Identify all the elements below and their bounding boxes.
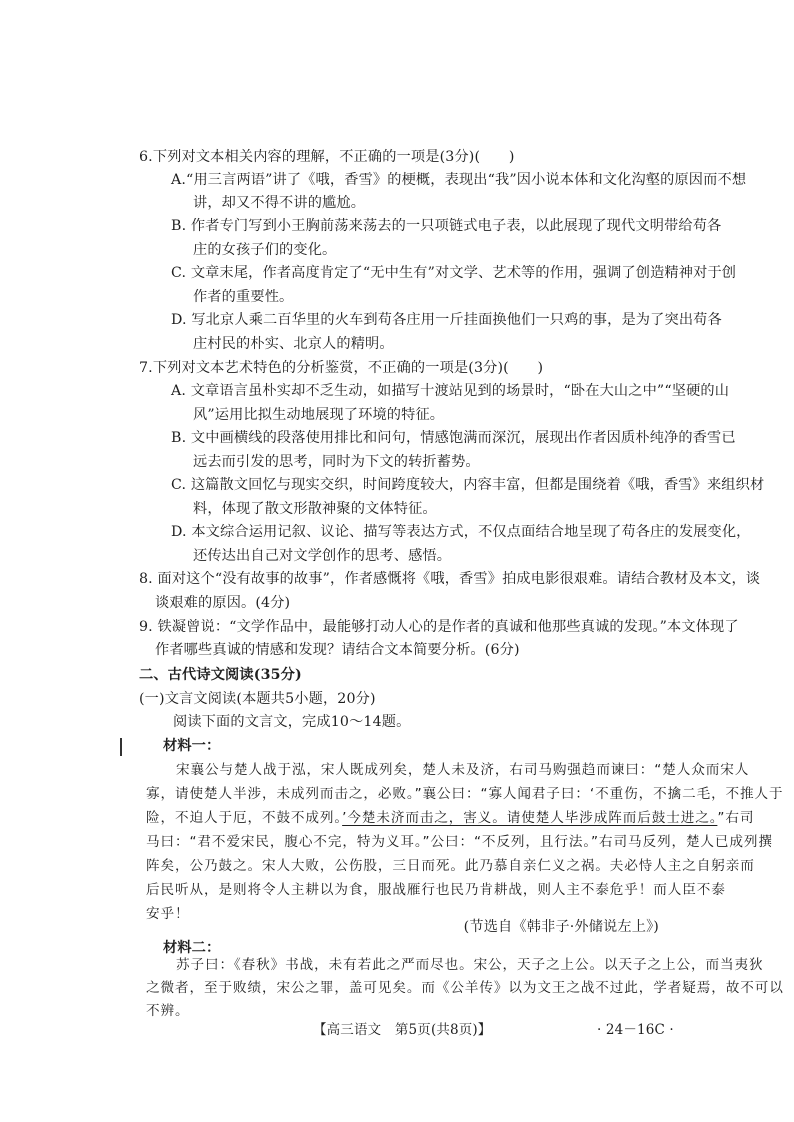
q7-option-b-line2: 远去而引发的思考，同时为下文的转折蓄势。 [193, 454, 480, 470]
question-6-stem: 6.下列对文本相关内容的理解，不正确的一项是(3分)( ) [139, 149, 515, 165]
material-1-line-3-end: ”右司 [717, 810, 755, 826]
material-1-source: (节选自《韩非子·外储说左上》) [463, 919, 659, 935]
material-1-line-3-start: 险，不迫人于厄，不鼓不成列。 [146, 810, 343, 826]
material-1-line-2: 寡，请使楚人半涉，未成列而击之，必败。”襄公曰：“寡人闻君子曰：‘不重伤，不擒二毛，不推人于 [146, 786, 784, 802]
section-2-heading: 二、古代诗文阅读(35分) [139, 667, 302, 683]
material-2-label: 材料二： [163, 940, 221, 956]
q7-option-c-line1: C. 这篇散文回忆与现实交织，时间跨度较大，内容丰富，但都是围绕着《哦，香雪》来组织材 [171, 477, 765, 493]
page-footer-code: · 24－16C · [597, 1022, 674, 1038]
q7-option-b-line1: B. 文中画横线的段落使用排比和问句，情感饱满而深沉，展现出作者因质朴纯净的香雪已 [171, 430, 736, 446]
material-2-line-3: 不辨。 [146, 1003, 190, 1019]
q7-option-d-line2: 还传达出自己对文学创作的思考、感悟。 [193, 548, 452, 564]
material-1-line-6: 后民听从，是则将令人主耕以为食，服战雁行也民乃肯耕战，则人主不泰危乎！而人臣不泰 [146, 882, 726, 898]
material-1-line-1: 宋襄公与楚人战于泓，宋人既成列矣，楚人未及济，右司马购强趋而谏曰：“楚人众而宋人 [176, 762, 750, 778]
q6-option-a-line2: 讲，却又不得不讲的尴尬。 [193, 195, 366, 211]
reading-instruction: 阅读下面的文言文，完成10～14题。 [173, 714, 411, 730]
q6-option-b-line1: B. 作者专门写到小王胸前荡来荡去的一只项链式电子表，以此展现了现代文明带给苟各 [171, 218, 722, 234]
question-9-line2: 作者哪些真诚的情感和发现？请结合文本简要分析。(6分) [155, 642, 520, 658]
q7-option-c-line2: 料，体现了散文形散神聚的文体特征。 [193, 501, 437, 517]
material-1-line-7: 安乎！ [146, 906, 190, 922]
subsection-1-heading: (一)文言文阅读(本题共5小题，20分) [139, 691, 376, 707]
question-8-line1: 8. 面对这个“没有故事的故事”，作者感慨将《哦，香雪》拍成电影很艰难。请结合教材及本文，谈 [139, 571, 761, 587]
material-1-label: 材料一： [163, 738, 221, 754]
material-1-line-4: 马曰：“君不爱宋民，腹心不完，特为义耳。”公曰：“不反列，且行法。”右司马反列，楚人已成列撰 [146, 834, 773, 850]
q7-option-d-line1: D. 本文综合运用记叙、议论、描写等表达方式，不仅点面结合地呈现了苟各庄的发展变化， [171, 524, 751, 540]
q7-option-a-line2: 风”运用比拟生动地展现了环境的特征。 [193, 407, 445, 423]
underlined-sentence: ’今楚未济而击之，害义。请使楚人毕涉成阵而后鼓士进之。 [342, 810, 718, 826]
material-2-line-2: 之微者，至于败绩，宋公之罪，盖可见矣。而《公羊传》以为文王之战不过此，学者疑焉，故不可以 [146, 980, 784, 996]
q6-option-a-line1: A.“用三言两语”讲了《哦，香雪》的梗概，表现出“我”因小说本体和文化沟壑的原因而不想 [171, 172, 747, 188]
q6-option-c-line1: C. 文章末尾，作者高度肯定了“无中生有”对文学、艺术等的作用，强调了创造精神对于创 [171, 265, 737, 281]
question-9-line1: 9. 铁凝曾说：“文学作品中，最能够打动人心的是作者的真诚和他那些真诚的发现。”本文体现了 [139, 619, 739, 635]
q6-option-d-line1: D. 写北京人乘二百华里的火车到苟各庄用一斤挂面换他们一只鸡的事，是为了突出苟各 [171, 312, 722, 328]
question-7-stem: 7.下列对文本艺术特色的分析鉴赏，不正确的一项是(3分)( ) [139, 360, 544, 376]
q6-option-d-line2: 庄村民的朴实、北京人的精明。 [193, 336, 394, 352]
q6-option-b-line2: 庄的女孩子们的变化。 [193, 242, 337, 258]
question-8-line2: 谈艰难的原因。(4分) [155, 595, 291, 611]
scan-margin-mark [120, 738, 122, 756]
page-footer-center: 【高三语文 第5页(共8页)】 [313, 1022, 492, 1038]
material-1-line-3 [146, 808, 754, 828]
material-2-line-1: 苏子曰：《春秋》书战，未有若此之严而尽也。宋公，天子之上公。以天子之上公，而当夷狄 [176, 957, 764, 973]
q6-option-c-line2: 作者的重要性。 [193, 289, 294, 305]
q7-option-a-line1: A. 文章语言虽朴实却不乏生动，如描写十渡站见到的场景时，“卧在大山之中”“坚硬的山 [171, 383, 730, 399]
material-1-line-5: 阵矣，公乃鼓之。宋人大败，公伤股，三日而死。此乃慕自亲仁义之祸。夫必恃人主之自躬亲而 [146, 858, 755, 874]
